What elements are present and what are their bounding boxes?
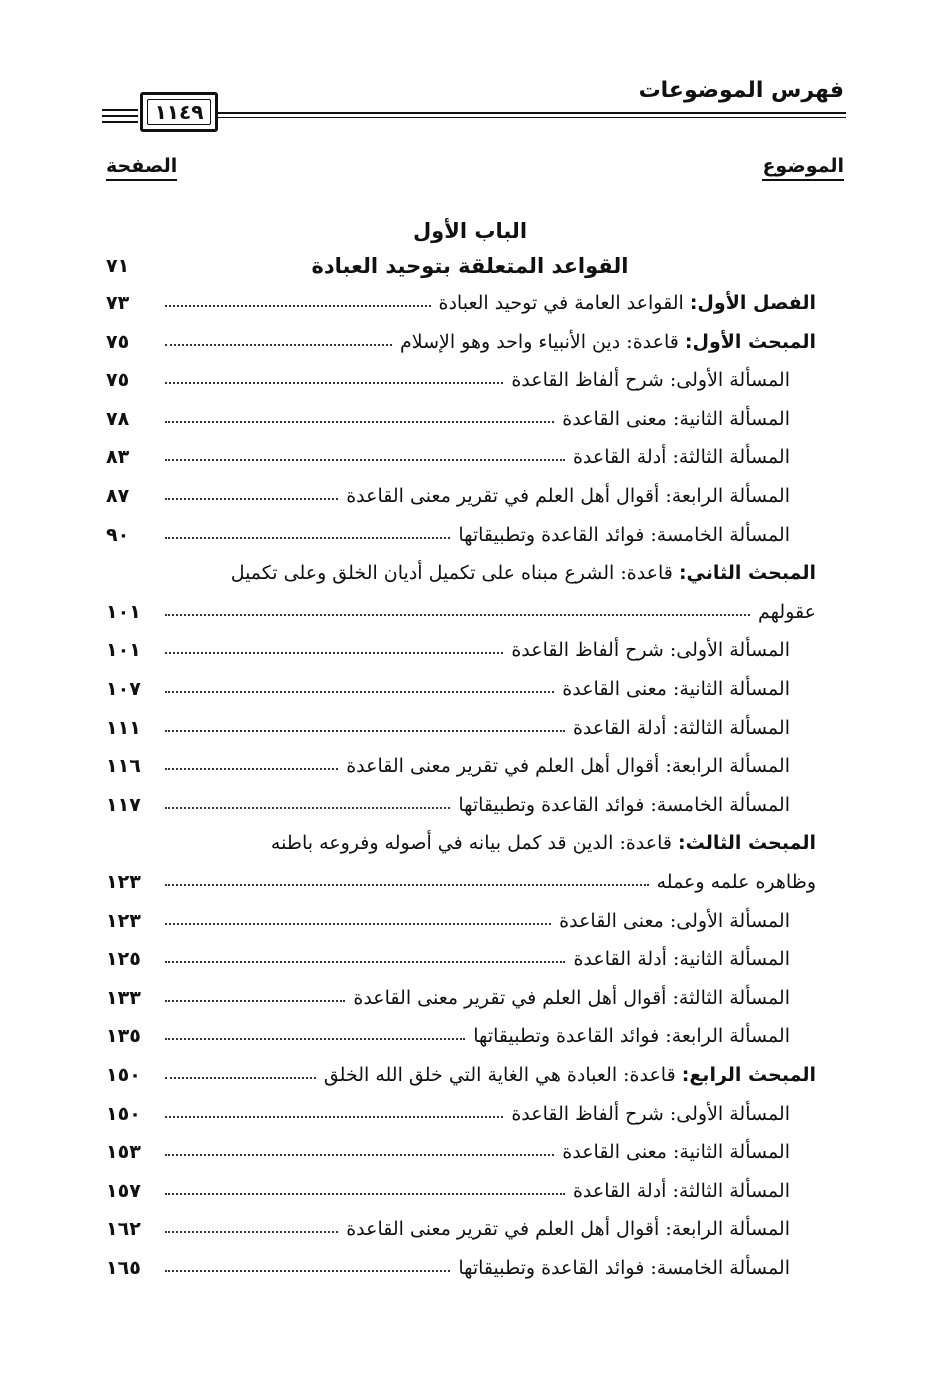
entry-label: الفصل الأول: bbox=[689, 292, 816, 314]
dot-leader bbox=[165, 1038, 465, 1040]
entry-page-number: ١٣٣ bbox=[106, 986, 141, 1009]
entry-page-number: ٩٠ bbox=[106, 523, 130, 546]
entry-page-number: ٧٥ bbox=[106, 330, 130, 353]
toc-entry bbox=[0, 516, 940, 554]
dot-leader bbox=[165, 1116, 503, 1118]
entry-text: قاعدة: الدين قد كمل بيانه في أصوله وفروعه باطنه bbox=[270, 832, 672, 855]
entry-text: المسألة الثالثة: أقوال أهل العلم في تقرير معنى القاعدة bbox=[353, 986, 790, 1009]
dot-leader bbox=[165, 768, 338, 770]
entry-page-number: ١٥٧ bbox=[106, 1179, 141, 1202]
entry-page-number: ٧٣ bbox=[106, 292, 130, 314]
entry-text: قاعدة: دين الأنبياء واحد وهو الإسلام bbox=[399, 330, 679, 353]
entry-page-number: ١١١ bbox=[106, 716, 141, 739]
dot-leader bbox=[165, 537, 450, 539]
entry-text: المسألة الأولى: شرح ألفاظ القاعدة bbox=[511, 1102, 790, 1125]
dot-leader bbox=[165, 305, 431, 307]
dot-leader bbox=[165, 459, 565, 461]
entry-page-number: ٨٣ bbox=[106, 446, 130, 469]
page-number: ١١٤٩ bbox=[147, 99, 211, 125]
entry-page-number: ١٥٣ bbox=[106, 1141, 141, 1164]
part-title-row bbox=[0, 247, 940, 285]
dot-leader bbox=[165, 730, 565, 732]
entry-page-number: ١٠٧ bbox=[106, 678, 141, 700]
dot-leader bbox=[165, 1270, 450, 1272]
entry-text: المسألة الخامسة: فوائد القاعدة وتطبيقاتها bbox=[458, 1257, 790, 1279]
dot-leader bbox=[165, 344, 392, 346]
toc-entry bbox=[0, 400, 940, 438]
entry-text: قاعدة: العبادة هي الغاية التي خلق الله الخلق bbox=[323, 1064, 676, 1086]
header-rule bbox=[218, 112, 846, 114]
entry-text: المسألة الثالثة: أدلة القاعدة bbox=[572, 1179, 790, 1202]
toc-entry bbox=[0, 438, 940, 476]
entry-text: المسألة الأولى: معنى القاعدة bbox=[559, 909, 790, 932]
toc-entry bbox=[0, 1133, 940, 1171]
entry-page-number: ١٢٣ bbox=[106, 909, 141, 932]
toc-entry bbox=[0, 940, 940, 978]
toc-entry-line bbox=[0, 824, 940, 862]
toc-entry bbox=[0, 747, 940, 785]
toc-entry bbox=[0, 1095, 940, 1133]
entry-text: القواعد العامة في توحيد العبادة bbox=[438, 292, 684, 314]
entry-text: المسألة الرابعة: أقوال أهل العلم في تقرير معنى القاعدة bbox=[346, 755, 790, 778]
entry-text: المسألة الثانية: أدلة القاعدة bbox=[573, 948, 790, 971]
entry-page-number: ١٥٠ bbox=[106, 1102, 141, 1125]
entry-text: المسألة الثانية: معنى القاعدة bbox=[562, 407, 790, 430]
toc-entry bbox=[0, 670, 940, 708]
entry-page-number: ١٠١ bbox=[106, 600, 141, 623]
toc-entry bbox=[0, 979, 940, 1017]
dot-leader bbox=[165, 691, 554, 693]
entry-text: المسألة الأولى: شرح ألفاظ القاعدة bbox=[511, 369, 790, 392]
entry-text: قاعدة: الشرع مبناه على تكميل أديان الخلق وعلى تكميل bbox=[230, 562, 673, 585]
entry-text: المسألة الثانية: معنى القاعدة bbox=[562, 678, 790, 700]
entry-page-number: ١١٧ bbox=[106, 793, 141, 816]
entry-text: وظاهره علمه وعمله bbox=[656, 871, 816, 893]
toc-entry bbox=[0, 1249, 940, 1287]
toc-entry bbox=[0, 631, 940, 669]
toc-entry bbox=[0, 323, 940, 361]
entry-text: المسألة الخامسة: فوائد القاعدة وتطبيقاتها bbox=[458, 793, 790, 816]
entry-text: المسألة الرابعة: أقوال أهل العلم في تقرير معنى القاعدة bbox=[346, 485, 790, 507]
entry-page-number: ١٠١ bbox=[106, 639, 141, 662]
toc-entry-line bbox=[0, 554, 940, 592]
entry-text: المسألة الأولى: شرح ألفاظ القاعدة bbox=[511, 639, 790, 662]
toc-entry bbox=[0, 1056, 940, 1094]
header-ornament-bars bbox=[102, 105, 138, 127]
entry-page-number: ٨٧ bbox=[106, 485, 130, 507]
dot-leader bbox=[165, 1000, 345, 1002]
column-header-page: الصفحة bbox=[106, 155, 177, 181]
dot-leader bbox=[165, 498, 338, 500]
dot-leader bbox=[165, 614, 750, 616]
part-heading: الباب الأول bbox=[412, 219, 528, 243]
entry-label: المبحث الثالث: bbox=[678, 832, 816, 855]
entry-text: عقولهم bbox=[758, 600, 816, 623]
entry-text: المسألة الرابعة: فوائد القاعدة وتطبيقاتها bbox=[473, 1025, 790, 1048]
toc-entry bbox=[0, 709, 940, 747]
dot-leader bbox=[165, 961, 565, 963]
entry-page-number: ١٣٥ bbox=[106, 1025, 141, 1048]
dot-leader bbox=[165, 923, 551, 925]
entry-text: المسألة الثالثة: أدلة القاعدة bbox=[572, 716, 790, 739]
entry-page-number: ١٥٠ bbox=[106, 1064, 141, 1086]
dot-leader bbox=[165, 807, 450, 809]
dot-leader bbox=[165, 652, 503, 654]
entry-text: المسألة الثانية: معنى القاعدة bbox=[562, 1141, 790, 1164]
entry-page-number: ٧٥ bbox=[106, 369, 130, 392]
dot-leader bbox=[165, 421, 554, 423]
toc-entry bbox=[0, 902, 940, 940]
dot-leader bbox=[165, 1154, 554, 1156]
toc-entry bbox=[0, 284, 940, 322]
dot-leader bbox=[165, 1077, 316, 1079]
dot-leader bbox=[165, 382, 503, 384]
entry-label: المبحث الرابع: bbox=[681, 1064, 816, 1086]
entry-page-number: ١٦٥ bbox=[106, 1257, 141, 1279]
entry-page-number: ١٦٢ bbox=[106, 1218, 141, 1241]
entry-label: المبحث الثاني: bbox=[678, 562, 816, 585]
running-title: فهرس الموضوعات bbox=[638, 78, 844, 103]
header-rule-thin bbox=[218, 117, 846, 118]
column-header-topic: الموضوع bbox=[762, 155, 844, 181]
entry-text: المسألة الخامسة: فوائد القاعدة وتطبيقاتها bbox=[458, 523, 790, 546]
toc-entry bbox=[0, 361, 940, 399]
page-number-box bbox=[140, 92, 218, 132]
entry-label: المبحث الأول: bbox=[684, 330, 816, 353]
entry-page-number: ١٢٥ bbox=[106, 948, 141, 971]
toc-entry bbox=[0, 593, 940, 631]
dot-leader bbox=[165, 1193, 565, 1195]
toc-entry bbox=[0, 863, 940, 901]
toc-entry bbox=[0, 1017, 940, 1055]
dot-leader bbox=[165, 884, 649, 886]
toc-entry bbox=[0, 1172, 940, 1210]
entry-page-number: ١٢٣ bbox=[106, 871, 141, 893]
entry-page-number: ٧٨ bbox=[106, 407, 130, 430]
entry-text: المسألة الرابعة: أقوال أهل العلم في تقرير معنى القاعدة bbox=[346, 1218, 790, 1241]
entry-text: المسألة الثالثة: أدلة القاعدة bbox=[572, 446, 790, 469]
entry-page-number: ١١٦ bbox=[106, 755, 141, 778]
toc-entry bbox=[0, 786, 940, 824]
part-title: القواعد المتعلقة بتوحيد العبادة bbox=[311, 254, 629, 278]
toc-entry bbox=[0, 477, 940, 515]
toc-entry bbox=[0, 1210, 940, 1248]
part-title-page: ٧١ bbox=[106, 255, 130, 277]
dot-leader bbox=[165, 1231, 338, 1233]
